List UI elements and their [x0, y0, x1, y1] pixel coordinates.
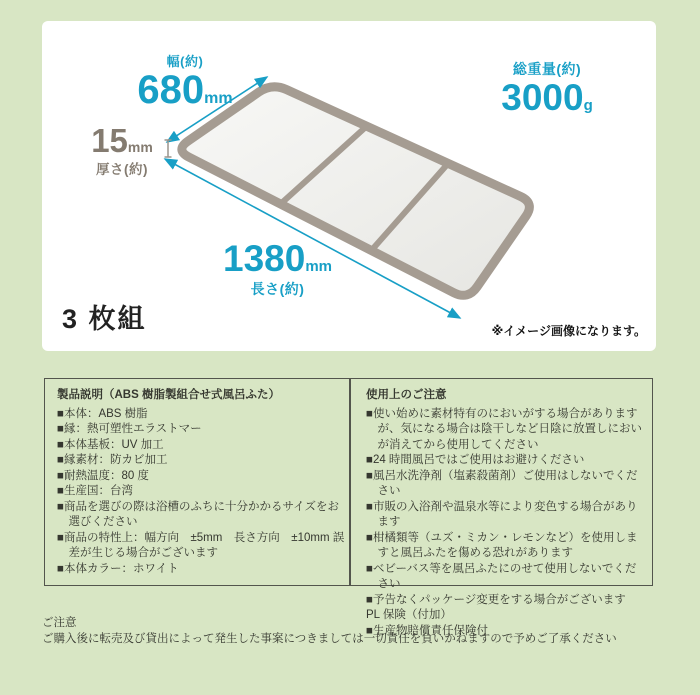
- spec-item: ■本体カラー：ホワイト: [57, 562, 179, 575]
- caution-item: PL 保険（付加）: [366, 609, 452, 621]
- caution-item: ■生産物賠償責任保険付: [366, 624, 488, 637]
- column-divider: [349, 379, 351, 585]
- product-image-panel: [42, 21, 656, 351]
- thickness-unit: mm: [127, 139, 153, 155]
- weight-unit: g: [583, 97, 593, 114]
- caution-item: ■ベビーバス等を風呂ふたにのせて使用しないでください: [366, 562, 637, 590]
- spec-item: ■本体：ABS 樹脂: [57, 407, 148, 420]
- caution-item: ■予告なくパッケージ変更をする場合がございます: [366, 593, 626, 606]
- spec-item: ■商品の特性上：幅方向 ±5mm 長さ方向 ±10mm 誤差が生じる場合がございます: [57, 531, 345, 559]
- footer-note-title: ご注意: [42, 617, 77, 629]
- length-label: 長さ(約): [250, 281, 305, 297]
- weight-label: 総重量(約): [512, 61, 582, 77]
- length-value: 1380: [223, 238, 306, 279]
- spec-item: ■耐熱温度：80 度: [57, 469, 149, 482]
- weight-value: 3000: [501, 77, 584, 118]
- product-specs-column: [57, 388, 349, 577]
- caution-item: ■市販の入浴剤や温泉水等により変色する場合があります: [366, 500, 638, 528]
- set-count-label: 3 枚組: [62, 304, 147, 334]
- caution-item: ■24 時間風呂ではご使用はお避けください: [366, 454, 585, 466]
- spec-item: ■縁：熱可塑性エラストマー: [57, 423, 202, 435]
- thickness-annotation: [68, 124, 176, 178]
- spec-item: ■本体基板：UV 加工: [57, 438, 164, 451]
- footer-note-body: ご購入後に転売及び貸出によって発生した事案につきましては一切責任を負いかねますので予めご了承ください: [42, 633, 617, 645]
- width-value: 680: [137, 68, 205, 112]
- cautions-title: 使用上のご注意: [366, 389, 447, 401]
- specs-title: 製品説明（ABS 樹脂製組合せ式風呂ふた）: [57, 389, 280, 401]
- caution-item: ■風呂水洗浄剤（塩素殺菌剤）ご使用はしないでください: [366, 469, 638, 497]
- caution-item: ■使い始めに素材特有のにおいがする場合がありますが、気になる場合は陰干しなど日陰に放置しにおいが消えてから使用してください: [366, 407, 642, 451]
- spec-item: ■商品を選びの際は浴槽のふちに十分かかるサイズをお選びください: [57, 500, 340, 528]
- usage-cautions-column: [366, 388, 646, 639]
- weight-annotation: [462, 59, 632, 116]
- spec-item: ■縁素材：防カビ加工: [57, 454, 168, 466]
- spec-item: ■生産国：台湾: [57, 485, 133, 497]
- width-annotation: [120, 51, 250, 110]
- thickness-value: 15: [91, 122, 128, 159]
- length-unit: mm: [305, 258, 332, 275]
- footer-note: [42, 615, 617, 647]
- length-annotation: [195, 240, 360, 299]
- image-disclaimer: ※イメージ画像になります。: [491, 324, 646, 338]
- width-unit: mm: [204, 90, 233, 107]
- thickness-label: 厚さ(約): [96, 162, 148, 177]
- info-box: [44, 378, 653, 637]
- caution-item: ■柑橘類等（ユズ・ミカン・レモンなど）を使用しますと風呂ふたを傷める恐れがあります: [366, 531, 638, 559]
- width-label: 幅(約): [166, 54, 204, 69]
